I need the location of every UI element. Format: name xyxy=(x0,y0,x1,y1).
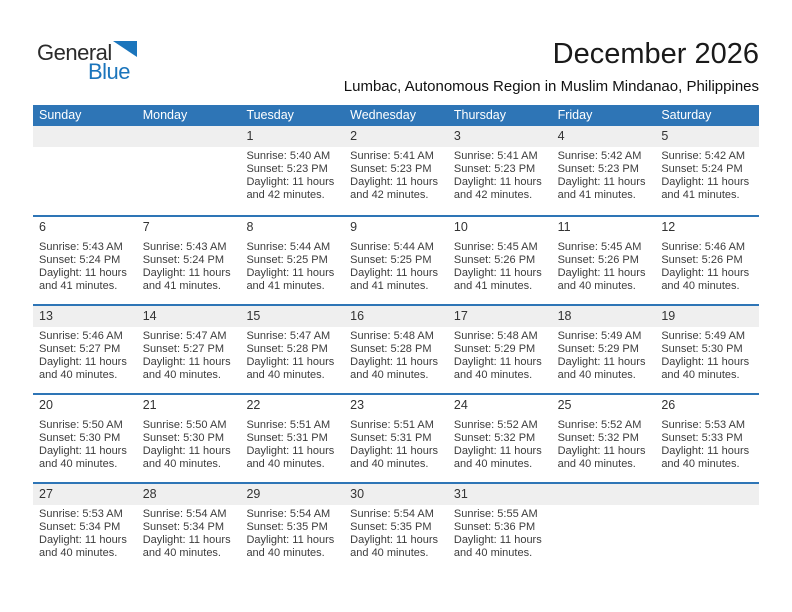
calendar-cell xyxy=(655,126,759,215)
calendar-cell xyxy=(33,306,137,393)
daylight-text: Daylight: 11 hours and 40 minutes. xyxy=(661,445,750,470)
sunrise-text: Sunrise: 5:46 AM xyxy=(661,241,746,253)
weekday-header-monday: Monday xyxy=(142,108,188,122)
day-number: 12 xyxy=(661,220,676,234)
sunrise-text: Sunrise: 5:47 AM xyxy=(142,330,227,342)
sunset-text: Sunset: 5:34 PM xyxy=(39,521,121,533)
sunrise-text: Sunrise: 5:50 AM xyxy=(142,419,227,431)
day-number: 26 xyxy=(661,398,676,412)
daylight-text: Daylight: 11 hours and 40 minutes. xyxy=(246,356,335,381)
cell-details xyxy=(246,508,340,560)
day-number: 8 xyxy=(246,220,254,234)
cell-details xyxy=(661,241,755,293)
daylight-text: Daylight: 11 hours and 40 minutes. xyxy=(142,445,231,470)
sunrise-text: Sunrise: 5:43 AM xyxy=(142,241,227,253)
sunrise-text: Sunrise: 5:52 AM xyxy=(557,419,642,431)
sunrise-text: Sunrise: 5:53 AM xyxy=(39,508,123,520)
calendar-cell xyxy=(655,217,759,304)
calendar-cell-empty xyxy=(137,126,241,215)
cell-details xyxy=(454,150,548,202)
cell-details xyxy=(143,508,237,560)
daylight-text: Daylight: 11 hours and 41 minutes. xyxy=(142,267,231,292)
day-number: 3 xyxy=(453,129,461,143)
sunset-text: Sunset: 5:30 PM xyxy=(142,432,225,444)
cell-details xyxy=(454,419,548,471)
cell-details xyxy=(39,241,133,293)
sunrise-text: Sunrise: 5:47 AM xyxy=(246,330,331,342)
daylight-text: Daylight: 11 hours and 40 minutes. xyxy=(350,356,439,381)
sunrise-text: Sunrise: 5:55 AM xyxy=(453,508,538,520)
logo-text-general: General xyxy=(37,40,112,65)
general-blue-logo xyxy=(37,40,137,92)
sunset-text: Sunset: 5:24 PM xyxy=(661,163,743,175)
weekday-header-sunday: Sunday xyxy=(39,108,82,122)
day-number: 6 xyxy=(39,220,46,234)
daylight-text: Daylight: 11 hours and 40 minutes. xyxy=(142,534,231,559)
cell-details xyxy=(350,330,444,382)
day-number: 29 xyxy=(246,487,261,501)
sunset-text: Sunset: 5:29 PM xyxy=(557,343,639,355)
calendar-table xyxy=(33,105,759,571)
sunset-text: Sunset: 5:27 PM xyxy=(39,343,121,355)
cell-details xyxy=(246,150,340,202)
calendar-cell xyxy=(448,484,552,571)
cell-details xyxy=(350,241,444,293)
sunrise-text: Sunrise: 5:45 AM xyxy=(453,241,538,253)
sunrise-text: Sunrise: 5:46 AM xyxy=(39,330,123,342)
day-number: 9 xyxy=(350,220,358,234)
calendar-cell xyxy=(655,395,759,482)
calendar-cell xyxy=(240,306,344,393)
sunrise-text: Sunrise: 5:40 AM xyxy=(246,150,331,162)
day-number: 19 xyxy=(661,309,676,323)
calendar-cell xyxy=(552,395,656,482)
calendar-cell-empty xyxy=(33,126,137,215)
sunset-text: Sunset: 5:25 PM xyxy=(350,254,432,266)
sunrise-text: Sunrise: 5:44 AM xyxy=(350,241,434,253)
sunset-text: Sunset: 5:31 PM xyxy=(350,432,432,444)
day-number: 28 xyxy=(142,487,157,501)
day-number: 10 xyxy=(453,220,468,234)
sunrise-text: Sunrise: 5:43 AM xyxy=(39,241,123,253)
cell-details xyxy=(246,330,340,382)
daylight-text: Daylight: 11 hours and 40 minutes. xyxy=(246,534,335,559)
week-row xyxy=(33,304,759,393)
calendar-cell xyxy=(33,395,137,482)
day-number: 21 xyxy=(142,398,157,412)
cell-details xyxy=(143,330,237,382)
daylight-text: Daylight: 11 hours and 40 minutes. xyxy=(453,356,542,381)
calendar-cell-empty xyxy=(552,484,656,571)
week-row xyxy=(33,215,759,304)
cell-details xyxy=(350,419,444,471)
sunrise-text: Sunrise: 5:54 AM xyxy=(246,508,331,520)
daylight-text: Daylight: 11 hours and 42 minutes. xyxy=(246,176,335,201)
calendar-cell xyxy=(137,306,241,393)
day-number: 27 xyxy=(39,487,53,501)
weekday-header-friday: Friday xyxy=(557,108,593,122)
logo-text-blue: Blue xyxy=(88,59,131,84)
calendar-cell xyxy=(137,395,241,482)
daylight-text: Daylight: 11 hours and 41 minutes. xyxy=(350,267,439,292)
calendar-cell-empty xyxy=(655,484,759,571)
day-number: 23 xyxy=(350,398,365,412)
daylight-text: Daylight: 11 hours and 40 minutes. xyxy=(661,356,750,381)
sunrise-text: Sunrise: 5:51 AM xyxy=(350,419,434,431)
sunset-text: Sunset: 5:28 PM xyxy=(246,343,328,355)
sunset-text: Sunset: 5:24 PM xyxy=(142,254,225,266)
sunset-text: Sunset: 5:30 PM xyxy=(39,432,121,444)
daylight-text: Daylight: 11 hours and 41 minutes. xyxy=(246,267,335,292)
page-title: December 2026 xyxy=(552,38,759,70)
weekday-header-row xyxy=(33,105,759,126)
calendar-cell xyxy=(448,126,552,215)
calendar-cell xyxy=(655,306,759,393)
daylight-text: Daylight: 11 hours and 40 minutes. xyxy=(39,534,127,559)
cell-details xyxy=(661,330,755,382)
day-number: 4 xyxy=(557,129,565,143)
sunset-text: Sunset: 5:27 PM xyxy=(142,343,225,355)
day-number: 15 xyxy=(246,309,261,323)
sunrise-text: Sunrise: 5:52 AM xyxy=(453,419,538,431)
week-row xyxy=(33,126,759,215)
daylight-text: Daylight: 11 hours and 41 minutes. xyxy=(557,176,646,201)
day-number: 22 xyxy=(246,398,261,412)
day-number: 5 xyxy=(661,129,669,143)
daylight-text: Daylight: 11 hours and 40 minutes. xyxy=(39,356,127,381)
sunrise-text: Sunrise: 5:49 AM xyxy=(661,330,746,342)
sunrise-text: Sunrise: 5:41 AM xyxy=(350,150,434,162)
daylight-text: Daylight: 11 hours and 40 minutes. xyxy=(350,445,439,470)
calendar-cell xyxy=(448,306,552,393)
calendar-cell xyxy=(33,217,137,304)
weekday-header-tuesday: Tuesday xyxy=(246,108,294,122)
day-number: 7 xyxy=(142,220,150,234)
cell-details xyxy=(558,330,652,382)
cell-details xyxy=(246,419,340,471)
sunset-text: Sunset: 5:30 PM xyxy=(661,343,743,355)
weekday-header-wednesday: Wednesday xyxy=(350,108,416,122)
day-number: 13 xyxy=(39,309,53,323)
day-number: 1 xyxy=(246,129,254,143)
calendar-cell xyxy=(552,217,656,304)
cell-details xyxy=(246,241,340,293)
daylight-text: Daylight: 11 hours and 40 minutes. xyxy=(557,267,646,292)
sunset-text: Sunset: 5:36 PM xyxy=(453,521,536,533)
calendar-cell xyxy=(448,217,552,304)
sunrise-text: Sunrise: 5:44 AM xyxy=(246,241,331,253)
weekday-header-saturday: Saturday xyxy=(661,108,712,122)
day-number: 24 xyxy=(453,398,468,412)
day-number: 16 xyxy=(350,309,365,323)
calendar-cell xyxy=(240,395,344,482)
sunset-text: Sunset: 5:35 PM xyxy=(350,521,432,533)
daylight-text: Daylight: 11 hours and 40 minutes. xyxy=(557,356,646,381)
daylight-text: Daylight: 11 hours and 41 minutes. xyxy=(661,176,750,201)
sunrise-text: Sunrise: 5:53 AM xyxy=(661,419,746,431)
sunrise-text: Sunrise: 5:54 AM xyxy=(350,508,434,520)
calendar-cell xyxy=(240,484,344,571)
sunset-text: Sunset: 5:23 PM xyxy=(453,163,536,175)
calendar-cell xyxy=(344,484,448,571)
daylight-text: Daylight: 11 hours and 42 minutes. xyxy=(453,176,542,201)
day-number: 14 xyxy=(142,309,157,323)
sunset-text: Sunset: 5:32 PM xyxy=(453,432,536,444)
sunrise-text: Sunrise: 5:51 AM xyxy=(246,419,331,431)
page-subtitle: Lumbac, Autonomous Region in Muslim Mindanao, Philippines xyxy=(343,78,759,95)
sunset-text: Sunset: 5:33 PM xyxy=(661,432,743,444)
daylight-text: Daylight: 11 hours and 41 minutes. xyxy=(453,267,542,292)
daylight-text: Daylight: 11 hours and 40 minutes. xyxy=(453,534,542,559)
cell-details xyxy=(143,419,237,471)
sunset-text: Sunset: 5:23 PM xyxy=(246,163,328,175)
sunset-text: Sunset: 5:26 PM xyxy=(557,254,639,266)
daylight-text: Daylight: 11 hours and 42 minutes. xyxy=(350,176,439,201)
calendar-cell xyxy=(33,484,137,571)
sunset-text: Sunset: 5:34 PM xyxy=(142,521,225,533)
week-row xyxy=(33,393,759,482)
cell-details xyxy=(661,150,755,202)
calendar-cell xyxy=(240,126,344,215)
daylight-text: Daylight: 11 hours and 40 minutes. xyxy=(350,534,439,559)
weekday-header-thursday: Thursday xyxy=(453,108,506,122)
day-number: 30 xyxy=(350,487,365,501)
cell-details xyxy=(350,150,444,202)
day-number: 20 xyxy=(39,398,53,412)
cell-details xyxy=(39,508,133,560)
cell-details xyxy=(558,419,652,471)
sunset-text: Sunset: 5:35 PM xyxy=(246,521,328,533)
calendar-cell xyxy=(344,217,448,304)
sunrise-text: Sunrise: 5:54 AM xyxy=(142,508,227,520)
sunset-text: Sunset: 5:26 PM xyxy=(661,254,743,266)
sunrise-text: Sunrise: 5:48 AM xyxy=(350,330,434,342)
cell-details xyxy=(39,330,133,382)
sunset-text: Sunset: 5:32 PM xyxy=(557,432,639,444)
week-row xyxy=(33,482,759,571)
sunrise-text: Sunrise: 5:49 AM xyxy=(557,330,642,342)
sunset-text: Sunset: 5:29 PM xyxy=(453,343,536,355)
calendar-cell xyxy=(240,217,344,304)
calendar-cell xyxy=(552,306,656,393)
weeks-container xyxy=(33,126,759,571)
sunrise-text: Sunrise: 5:41 AM xyxy=(453,150,538,162)
sunrise-text: Sunrise: 5:50 AM xyxy=(39,419,123,431)
calendar-cell xyxy=(137,217,241,304)
calendar-cell xyxy=(344,306,448,393)
calendar-cell xyxy=(137,484,241,571)
sunrise-text: Sunrise: 5:48 AM xyxy=(453,330,538,342)
cell-details xyxy=(558,150,652,202)
sunrise-text: Sunrise: 5:42 AM xyxy=(557,150,642,162)
day-number: 17 xyxy=(453,309,468,323)
cell-details xyxy=(39,419,133,471)
sunrise-text: Sunrise: 5:42 AM xyxy=(661,150,746,162)
sunset-text: Sunset: 5:31 PM xyxy=(246,432,328,444)
daylight-text: Daylight: 11 hours and 40 minutes. xyxy=(246,445,335,470)
daylight-text: Daylight: 11 hours and 40 minutes. xyxy=(453,445,542,470)
cell-details xyxy=(350,508,444,560)
cell-details xyxy=(143,241,237,293)
daylight-text: Daylight: 11 hours and 40 minutes. xyxy=(39,445,127,470)
day-number: 2 xyxy=(350,129,358,143)
calendar-cell xyxy=(448,395,552,482)
calendar-cell xyxy=(344,395,448,482)
calendar-cell xyxy=(552,126,656,215)
day-number: 11 xyxy=(557,220,571,234)
day-number: 18 xyxy=(557,309,572,323)
day-number: 31 xyxy=(453,487,468,501)
sunset-text: Sunset: 5:26 PM xyxy=(453,254,536,266)
cell-details xyxy=(661,419,755,471)
daylight-text: Daylight: 11 hours and 40 minutes. xyxy=(557,445,646,470)
cell-details xyxy=(558,241,652,293)
cell-details xyxy=(454,241,548,293)
daylight-text: Daylight: 11 hours and 40 minutes. xyxy=(142,356,231,381)
daylight-text: Daylight: 11 hours and 40 minutes. xyxy=(661,267,750,292)
day-number: 25 xyxy=(557,398,572,412)
sunset-text: Sunset: 5:28 PM xyxy=(350,343,432,355)
cell-details xyxy=(454,330,548,382)
sunrise-text: Sunrise: 5:45 AM xyxy=(557,241,642,253)
sunset-text: Sunset: 5:24 PM xyxy=(39,254,121,266)
daylight-text: Daylight: 11 hours and 41 minutes. xyxy=(39,267,127,292)
sunset-text: Sunset: 5:25 PM xyxy=(246,254,328,266)
cell-details xyxy=(454,508,548,560)
sunset-text: Sunset: 5:23 PM xyxy=(557,163,639,175)
calendar-cell xyxy=(344,126,448,215)
sunset-text: Sunset: 5:23 PM xyxy=(350,163,432,175)
